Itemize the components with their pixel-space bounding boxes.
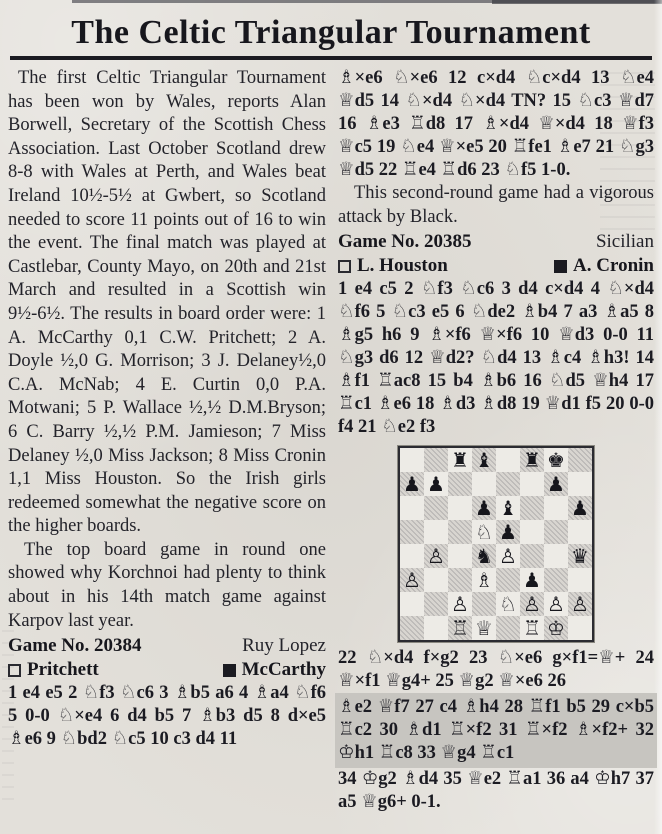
white-piece-icon: ♙ bbox=[499, 544, 517, 569]
board-square bbox=[568, 496, 592, 520]
board-square bbox=[448, 520, 472, 544]
game2-moves-after-diagram: 22 ♘×d4 f×g2 23 ♘×e6 g×f1=♕+ 24 ♕×f1 ♕g4+ 25 ♕g2 ♕×e6 26 bbox=[338, 648, 654, 692]
black-piece-icon: ♟ bbox=[499, 520, 517, 545]
white-piece-icon: ♘ bbox=[499, 592, 517, 617]
white-piece-icon: ♗ bbox=[475, 568, 493, 593]
board-square bbox=[544, 472, 568, 496]
game2-moves-highlighted: ♗e2 ♕f7 27 c4 ♗h4 28 ♖f1 b5 29 c×b5 ♖c2 30 ♗d1 ♖×f2 31 ♖×f2 ♗×f2+ 32 ♔h1 ♖c8 33 ♕g4 ♖c1 bbox=[338, 697, 654, 764]
game2-opening: Sicilian bbox=[595, 231, 654, 253]
white-square-icon bbox=[8, 664, 21, 677]
board-square bbox=[448, 592, 472, 616]
board-square bbox=[544, 568, 568, 592]
board-square bbox=[472, 568, 496, 592]
black-square-icon bbox=[223, 664, 236, 677]
game2-header-row bbox=[338, 230, 654, 254]
board-square bbox=[424, 616, 448, 640]
black-piece-icon: ♟ bbox=[571, 496, 589, 521]
game1-header-row bbox=[8, 634, 326, 658]
board-square bbox=[400, 520, 424, 544]
white-piece-icon: ♕ bbox=[475, 616, 493, 641]
game1-moves-part2: ♗×e6 ♘×e6 12 c×d4 ♘c×d4 13 ♘e4 ♕d5 14 ♘×d4 ♘×d4 TN? 15 ♘c3 ♕d7 16 ♗e3 ♖d8 17 ♗×d4 ♕×d4 18 ♕f3 ♕c5 19 ♘e4 ♕×e5 20 ♖fe1 ♗e7 21 ♘g3 ♕d5 22 ♖e4 ♖d6 23 ♘f5 1-0. bbox=[338, 68, 654, 180]
right-column bbox=[338, 67, 654, 814]
board-square bbox=[568, 520, 592, 544]
board-square bbox=[520, 616, 544, 640]
board-square bbox=[496, 496, 520, 520]
board-square bbox=[448, 568, 472, 592]
board-square bbox=[568, 472, 592, 496]
game2-white-name: L. Houston bbox=[357, 255, 448, 277]
black-piece-icon: ♜ bbox=[451, 448, 469, 473]
board-square bbox=[544, 520, 568, 544]
board-square bbox=[472, 616, 496, 640]
board-square bbox=[520, 568, 544, 592]
board-square bbox=[400, 592, 424, 616]
board-square bbox=[472, 544, 496, 568]
board-square bbox=[400, 448, 424, 472]
game1-number: Game No. 20384 bbox=[8, 635, 142, 657]
board-square bbox=[424, 472, 448, 496]
board-square bbox=[496, 568, 520, 592]
board-square bbox=[520, 592, 544, 616]
board-square bbox=[496, 616, 520, 640]
game2-white-player bbox=[338, 254, 448, 278]
board-square bbox=[568, 544, 592, 568]
white-piece-icon: ♙ bbox=[523, 592, 541, 617]
board-square bbox=[400, 544, 424, 568]
board-square bbox=[400, 496, 424, 520]
white-piece-icon: ♖ bbox=[451, 616, 469, 641]
board-square bbox=[448, 544, 472, 568]
game2-moves-final: 34 ♔g2 ♗d4 35 ♕e2 ♖a1 36 a4 ♔h7 37 a5 ♕g6+ 0-1. bbox=[338, 769, 654, 813]
page-title: The Celtic Triangular Tournament bbox=[71, 14, 591, 51]
black-piece-icon: ♜ bbox=[523, 448, 541, 473]
game2-moves-before-diagram: 1 e4 c5 2 ♘f3 ♘c6 3 d4 c×d4 4 ♘×d4 ♘f6 5 ♘c3 e5 6 ♘de2 ♗b4 7 a3 ♗a5 8 ♗g5 h6 9 ♗×f6 ♕×f6 10 ♕d3 0-0 11 ♘g3 d6 12 ♕d2? ♘d4 13 ♗c4 ♗h3! 14 ♗f1 ♖ac8 15 b4 ♗b6 16 ♘d5 ♕h4 17 ♖c1 ♗e6 18 ♗d3 ♗d8 19 ♕d1 f5 20 0-0 f4 21 ♘e2 f3 bbox=[338, 279, 654, 438]
game2-black-name: A. Cronin bbox=[573, 255, 654, 277]
black-piece-icon: ♟ bbox=[523, 568, 541, 593]
white-piece-icon: ♘ bbox=[475, 520, 493, 545]
board-square bbox=[520, 520, 544, 544]
board-square bbox=[448, 472, 472, 496]
board-square bbox=[544, 448, 568, 472]
board-square bbox=[544, 616, 568, 640]
board-square bbox=[472, 496, 496, 520]
board-square bbox=[472, 592, 496, 616]
board-square bbox=[496, 448, 520, 472]
black-piece-icon: ♟ bbox=[475, 496, 493, 521]
game1-opening: Ruy Lopez bbox=[242, 635, 326, 657]
board-square bbox=[568, 616, 592, 640]
title-rule bbox=[10, 56, 652, 60]
game2-black-player bbox=[554, 254, 654, 278]
interlude-paragraph: This second-round game had a vigorous attack by Black. bbox=[338, 183, 654, 227]
left-column bbox=[8, 67, 326, 814]
board-square bbox=[472, 520, 496, 544]
white-piece-icon: ♙ bbox=[403, 568, 421, 593]
board-square bbox=[448, 616, 472, 640]
black-piece-icon: ♟ bbox=[427, 472, 445, 497]
board-square bbox=[400, 568, 424, 592]
board-square bbox=[520, 448, 544, 472]
game2-number: Game No. 20385 bbox=[338, 231, 472, 253]
chess-diagram bbox=[398, 446, 594, 642]
black-square-icon bbox=[554, 260, 567, 273]
board-square bbox=[496, 592, 520, 616]
board-square bbox=[472, 448, 496, 472]
game1-black-player bbox=[223, 658, 326, 682]
board-square bbox=[424, 592, 448, 616]
game1-black-name: McCarthy bbox=[241, 659, 326, 681]
board-square bbox=[544, 496, 568, 520]
board-square bbox=[496, 520, 520, 544]
black-piece-icon: ♝ bbox=[499, 496, 517, 521]
game1-moves-part1: 1 e4 e5 2 ♘f3 ♘c6 3 ♗b5 a6 4 ♗a4 ♘f6 5 0-0 ♘×e4 6 d4 b5 7 ♗b3 d5 8 d×e5 ♗e6 9 ♘bd2 ♘c5 10 c3 d4 11 bbox=[8, 683, 326, 750]
board-square bbox=[400, 472, 424, 496]
black-piece-icon: ♞ bbox=[475, 544, 493, 569]
game1-players-row bbox=[8, 658, 326, 682]
board-square bbox=[472, 472, 496, 496]
white-piece-icon: ♙ bbox=[571, 592, 589, 617]
board-square bbox=[400, 616, 424, 640]
board-square bbox=[520, 544, 544, 568]
white-piece-icon: ♖ bbox=[523, 616, 541, 641]
board-square bbox=[496, 544, 520, 568]
board-square bbox=[448, 496, 472, 520]
board-square bbox=[520, 496, 544, 520]
board-square bbox=[568, 448, 592, 472]
board-square bbox=[544, 592, 568, 616]
board-square bbox=[424, 568, 448, 592]
white-piece-icon: ♙ bbox=[547, 592, 565, 617]
game2-players-row bbox=[338, 254, 654, 278]
game1-white-name: Pritchett bbox=[27, 659, 99, 681]
black-piece-icon: ♛ bbox=[571, 544, 589, 569]
board-square bbox=[568, 592, 592, 616]
board-square bbox=[544, 544, 568, 568]
white-piece-icon: ♙ bbox=[427, 544, 445, 569]
white-piece-icon: ♙ bbox=[451, 592, 469, 617]
black-piece-icon: ♝ bbox=[475, 448, 493, 473]
topboard-paragraph: The top board game in round one showed why Korchnoi had plenty to think about in his 14th match game against Karpov last year. bbox=[8, 539, 326, 631]
board-square bbox=[448, 448, 472, 472]
board-square bbox=[424, 496, 448, 520]
intro-paragraph: The first Celtic Triangular Tournament has been won by Wales, reports Alan Borwell, Secretary of the Scottish Chess Association. Last October Scotland drew 8-8 with Wales at Perth, and Wales beat Ireland 10½-5½ at Gwbert, so Scotland needed to score 11 points out of 16 to win the event. The final match was played at Castlebar, County Mayo, on 20th and 21st March and resulted in a Scottish win 9½-6½. The results in board order were: 1 A. McCarthy 0,1 C.W. Pritchett; 2 A. Doyle ½,0 G. Morrison; 3 J. Delaney½,0 C.A. McNab; 4 E. Curtin 0,0 P.A. Motwani; 5 P. Wallace ½,½ D.M.Bryson; 6 C. Barry ½,½ P.M. Jamieson; 7 Miss Delaney ½,0 Miss Jackson; 8 Miss Cronin 1,1 Miss Houston. So the Irish girls redeemed somewhat the negative score on the higher boards. bbox=[8, 68, 326, 537]
white-square-icon bbox=[338, 260, 351, 273]
chess-board bbox=[398, 446, 594, 642]
white-piece-icon: ♔ bbox=[547, 616, 565, 641]
board-square bbox=[424, 520, 448, 544]
board-square bbox=[520, 472, 544, 496]
board-square bbox=[424, 448, 448, 472]
board-square bbox=[496, 472, 520, 496]
black-piece-icon: ♟ bbox=[403, 472, 421, 497]
board-square bbox=[568, 568, 592, 592]
black-piece-icon: ♚ bbox=[547, 448, 565, 473]
game1-white-player bbox=[8, 658, 99, 682]
black-piece-icon: ♟ bbox=[547, 472, 565, 497]
two-column-layout bbox=[8, 67, 654, 814]
board-square bbox=[424, 544, 448, 568]
